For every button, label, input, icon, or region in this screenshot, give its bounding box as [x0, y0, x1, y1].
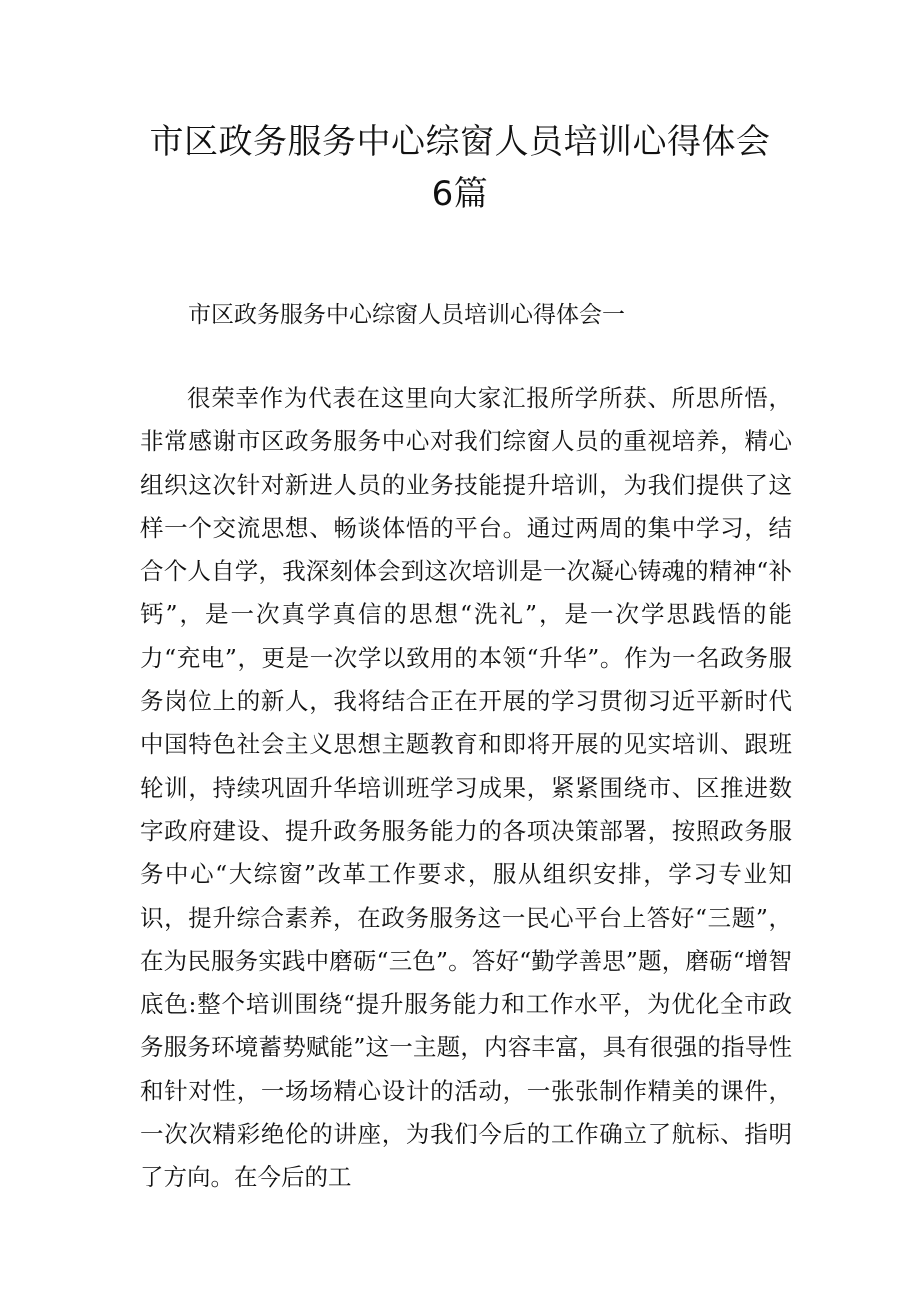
section-heading: 市区政务服务中心综窗人员培训心得体会一 — [188, 302, 625, 328]
body-paragraph: 很荣幸作为代表在这里向大家汇报所学所获、所思所悟，非常感谢市区政务服务中心对我们综窗人员的重视培养，精心组织这次针对新进人员的业务技能提升培训，为我们提供了这样一个交流思想、畅谈体悟的平台。通过两周的集中学习，结合个人自学，我深刻体会到这次培训是一次凝心铸魂的精神“补钙”，是一次真学真信的思想“洗礼”，是一次学思践悟的能力“充电”，更是一次学以致用的本领“升华”。作为一名政务服务岗位上的新人，我将结合正在开展的学习贯彻习近平新时代中国特色社会主义思想主题教育和即将开展的见实培训、跟班轮训，持续巩固升华培训班学习成果，紧紧围绕市、区推进数字政府建设、提升政务服务能力的各项决策部署，按照政务服务中心“大综窗”改革工作要求，服从组织安排，学习专业知识，提升综合素养，在政务服务这一民心平台上答好“三题”，在为民服务实践中磨砺“三色”。答好“勤学善思”题，磨砺“增智底色:整个培训围绕“提升服务能力和工作水平，为优化全市政务服务环境蓄势赋能”这一主题，内容丰富，具有很强的指导性和针对性，一场场精心设计的活动，一张张制作精美的课件，一次次精彩绝伦的讲座，为我们今后的工作确立了航标、指明了方向。在今后的工 — [140, 384, 792, 1192]
document-title: 市区政务服务中心综窗人员培训心得体会6篇 — [149, 122, 771, 214]
